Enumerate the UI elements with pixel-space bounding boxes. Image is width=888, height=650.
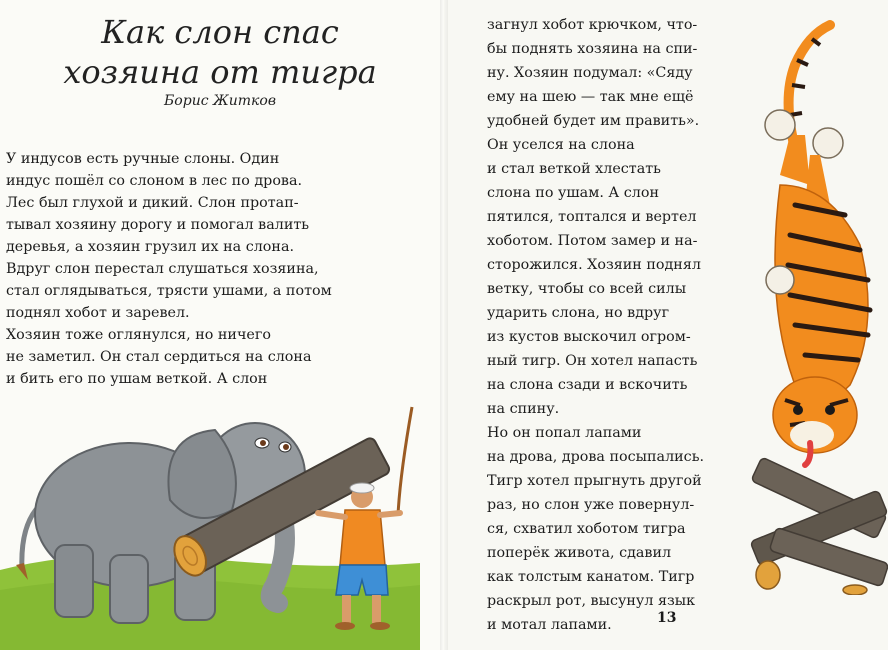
story-title-line-1: Как слон спас (101, 13, 339, 51)
text-line: слона по ушам. А слон (487, 185, 660, 201)
text-line: сторожился. Хозяин поднял (487, 257, 701, 273)
text-line: Вдруг слон перестал слушаться хозяина, (6, 261, 319, 277)
text-line: Но он попал лапами (487, 425, 642, 441)
elephant-and-man-illustration (0, 395, 420, 650)
text-line: бы поднять хозяина на спи- (487, 41, 698, 57)
text-line: раскрыл рот, высунул язык (487, 593, 696, 609)
text-line: ветку, чтобы со всей силы (487, 281, 687, 297)
text-line: ему на шею — так мне ещё (487, 89, 694, 105)
text-line: поднял хобот и заревел. (6, 305, 190, 321)
tiger-on-logs-illustration (750, 15, 888, 595)
text-line: Лес был глухой и дикий. Слон протап- (6, 195, 299, 211)
text-line: хоботом. Потом замер и на- (487, 233, 698, 249)
text-line: У индусов есть ручные слоны. Один (6, 151, 280, 167)
text-line: ударить слона, но вдруг (487, 305, 670, 321)
text-line: стал оглядываться, трясти ушами, а потом (6, 283, 332, 299)
text-line: не заметил. Он стал сердиться на слона (6, 349, 312, 365)
book-gutter (440, 0, 448, 650)
text-line: деревья, а хозяин грузил их на слона. (6, 239, 295, 255)
text-line: Тигр хотел прыгнуть другой (487, 473, 702, 489)
text-line: тывал хозяину дорогу и помогал валить (6, 217, 310, 233)
text-line: Он уселся на слона (487, 137, 635, 153)
text-line: пятился, топтался и вертел (487, 209, 697, 225)
right-page (444, 0, 888, 650)
text-line: на дрова, дрова посыпались. (487, 449, 705, 465)
author-name: Борис Житков (164, 93, 276, 109)
text-line: загнул хобот крючком, что- (487, 17, 698, 33)
text-line: как толстым канатом. Тигр (487, 569, 695, 585)
text-line: и мотал лапами. (487, 617, 612, 633)
text-line: ну. Хозяин подумал: «Сяду (487, 65, 693, 81)
text-line: раз, но слон уже повернул- (487, 497, 695, 513)
text-line: поперёк живота, сдавил (487, 545, 672, 561)
text-line: на слона сзади и вскочить (487, 377, 688, 393)
text-line: удобней будет им править». (487, 113, 700, 129)
text-line: и стал веткой хлестать (487, 161, 661, 177)
text-line: ный тигр. Он хотел напасть (487, 353, 698, 369)
text-line: на спину. (487, 401, 560, 417)
text-line: из кустов выскочил огром- (487, 329, 691, 345)
text-line: ся, схватил хоботом тигра (487, 521, 686, 537)
text-line: Хозяин тоже оглянулся, но ничего (6, 327, 271, 343)
text-line: и бить его по ушам веткой. А слон (6, 371, 268, 387)
text-line: индус пошёл со слоном в лес по дрова. (6, 173, 303, 189)
story-title-line-2: хозяина от тигра (63, 53, 377, 91)
page-number: 13 (657, 610, 677, 626)
